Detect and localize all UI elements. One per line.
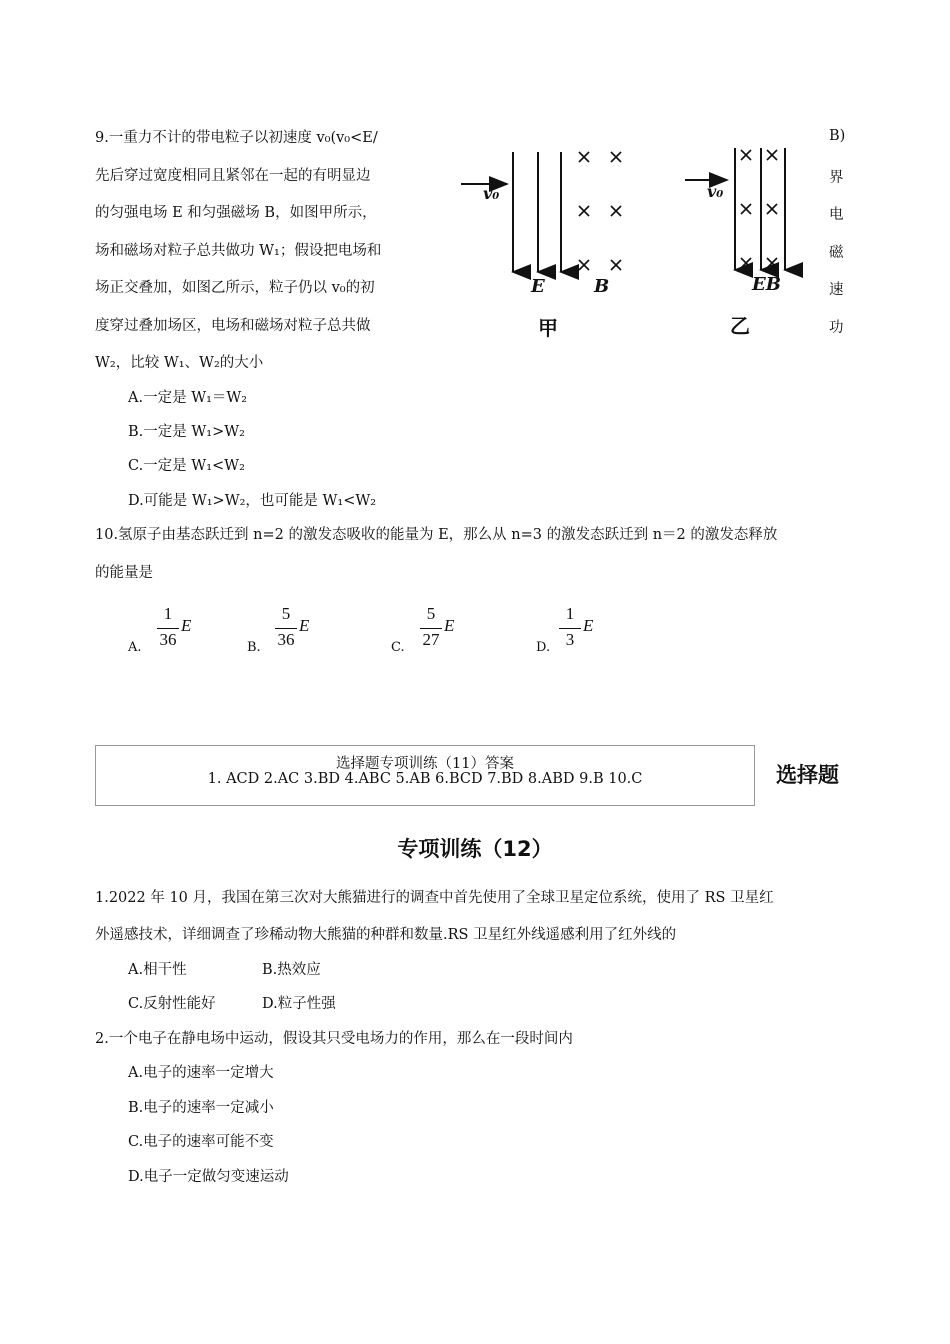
p1-option-c: C.反射性能好 <box>128 996 216 1012</box>
q9-label-eb: EB <box>752 274 781 295</box>
q9-caption-yi: 乙 <box>730 314 750 338</box>
p1-option-a: A.相干性 <box>128 962 187 978</box>
p2-option-a: A.电子的速率一定增大 <box>128 1065 274 1081</box>
answer-box <box>95 745 755 806</box>
answer-box-answers: 1. ACD 2.AC 3.BD 4.ABC 5.AB 6.BCD 7.BD 8.ABD 9.B 10.C <box>207 771 643 787</box>
p2-option-d: D.电子一定做匀变速运动 <box>128 1169 289 1185</box>
q9-label-b: B <box>594 276 610 297</box>
q9-label-v0-right: v₀ <box>707 182 724 201</box>
q9-line-7: W₂，比较 W₁、W₂的大小 <box>95 355 264 371</box>
q9-option-c: C.一定是 W₁<W₂ <box>128 458 245 474</box>
q9-right-char-3: 电 <box>829 207 844 223</box>
q10-line-1: 10.氢原子由基态跃迁到 n=2 的激发态吸收的能量为 E，那么从 n=3 的激发态跃迁到 n＝2 的激发态释放 <box>95 527 778 543</box>
side-heading: 选择题 <box>776 763 839 787</box>
q9-right-char-5: 速 <box>829 282 844 298</box>
q10-line-2: 的能量是 <box>95 565 153 581</box>
magnetic-field-crosses-right <box>741 150 777 268</box>
q9-right-char-6: 功 <box>829 320 844 336</box>
p1-option-b: B.热效应 <box>262 962 321 978</box>
p1-option-d: D.粒子性强 <box>262 996 336 1012</box>
q9-line-4: 场和磁场对粒子总共做功 W₁；假设把电场和 <box>95 243 382 259</box>
q9-caption-jia: 甲 <box>538 316 558 340</box>
q9-option-b: B.一定是 W₁>W₂ <box>128 424 245 440</box>
p2-line: 2.一个电子在静电场中运动，假设其只受电场力的作用，那么在一段时间内 <box>95 1031 573 1047</box>
p1-line-1: 1.2022 年 10 月，我国在第三次对大熊猫进行的调查中首先使用了全球卫星定位系统，使用了 RS 卫星红 <box>95 890 774 906</box>
q9-line-2: 先后穿过宽度相同且紧邻在一起的有明显边 <box>95 168 371 184</box>
p2-option-b: B.电子的速率一定减小 <box>128 1100 274 1116</box>
q9-right-char-1: B) <box>829 128 846 144</box>
q9-right-char-4: 磁 <box>829 245 844 261</box>
q9-line-3: 的匀强电场 E 和匀强磁场 B，如图甲所示， <box>95 205 377 221</box>
q9-label-v0-left: v₀ <box>483 184 500 203</box>
q9-option-a: A.一定是 W₁＝W₂ <box>128 390 248 406</box>
p2-option-c: C.电子的速率可能不变 <box>128 1134 274 1150</box>
q9-label-e: E <box>531 276 545 297</box>
q9-option-d: D.可能是 W₁>W₂，也可能是 W₁<W₂ <box>128 493 377 509</box>
magnetic-field-crosses-left <box>579 152 621 270</box>
section-title: 专项训练（12） <box>397 837 553 861</box>
q9-right-char-2: 界 <box>829 170 844 186</box>
q9-line-1: 9.一重力不计的带电粒子以初速度 v₀(v₀<E/ <box>95 130 378 146</box>
q9-line-5: 场正交叠加，如图乙所示，粒子仍以 v₀的初 <box>95 280 375 296</box>
q9-line-6: 度穿过叠加场区，电场和磁场对粒子总共做 <box>95 318 371 334</box>
answer-box-title: 选择题专项训练（11）答案 <box>336 756 514 772</box>
p1-line-2: 外遥感技术，详细调查了珍稀动物大熊猫的种群和数量.RS 卫星红外线遥感利用了红外线的 <box>95 927 677 943</box>
q9-figure <box>455 140 815 340</box>
